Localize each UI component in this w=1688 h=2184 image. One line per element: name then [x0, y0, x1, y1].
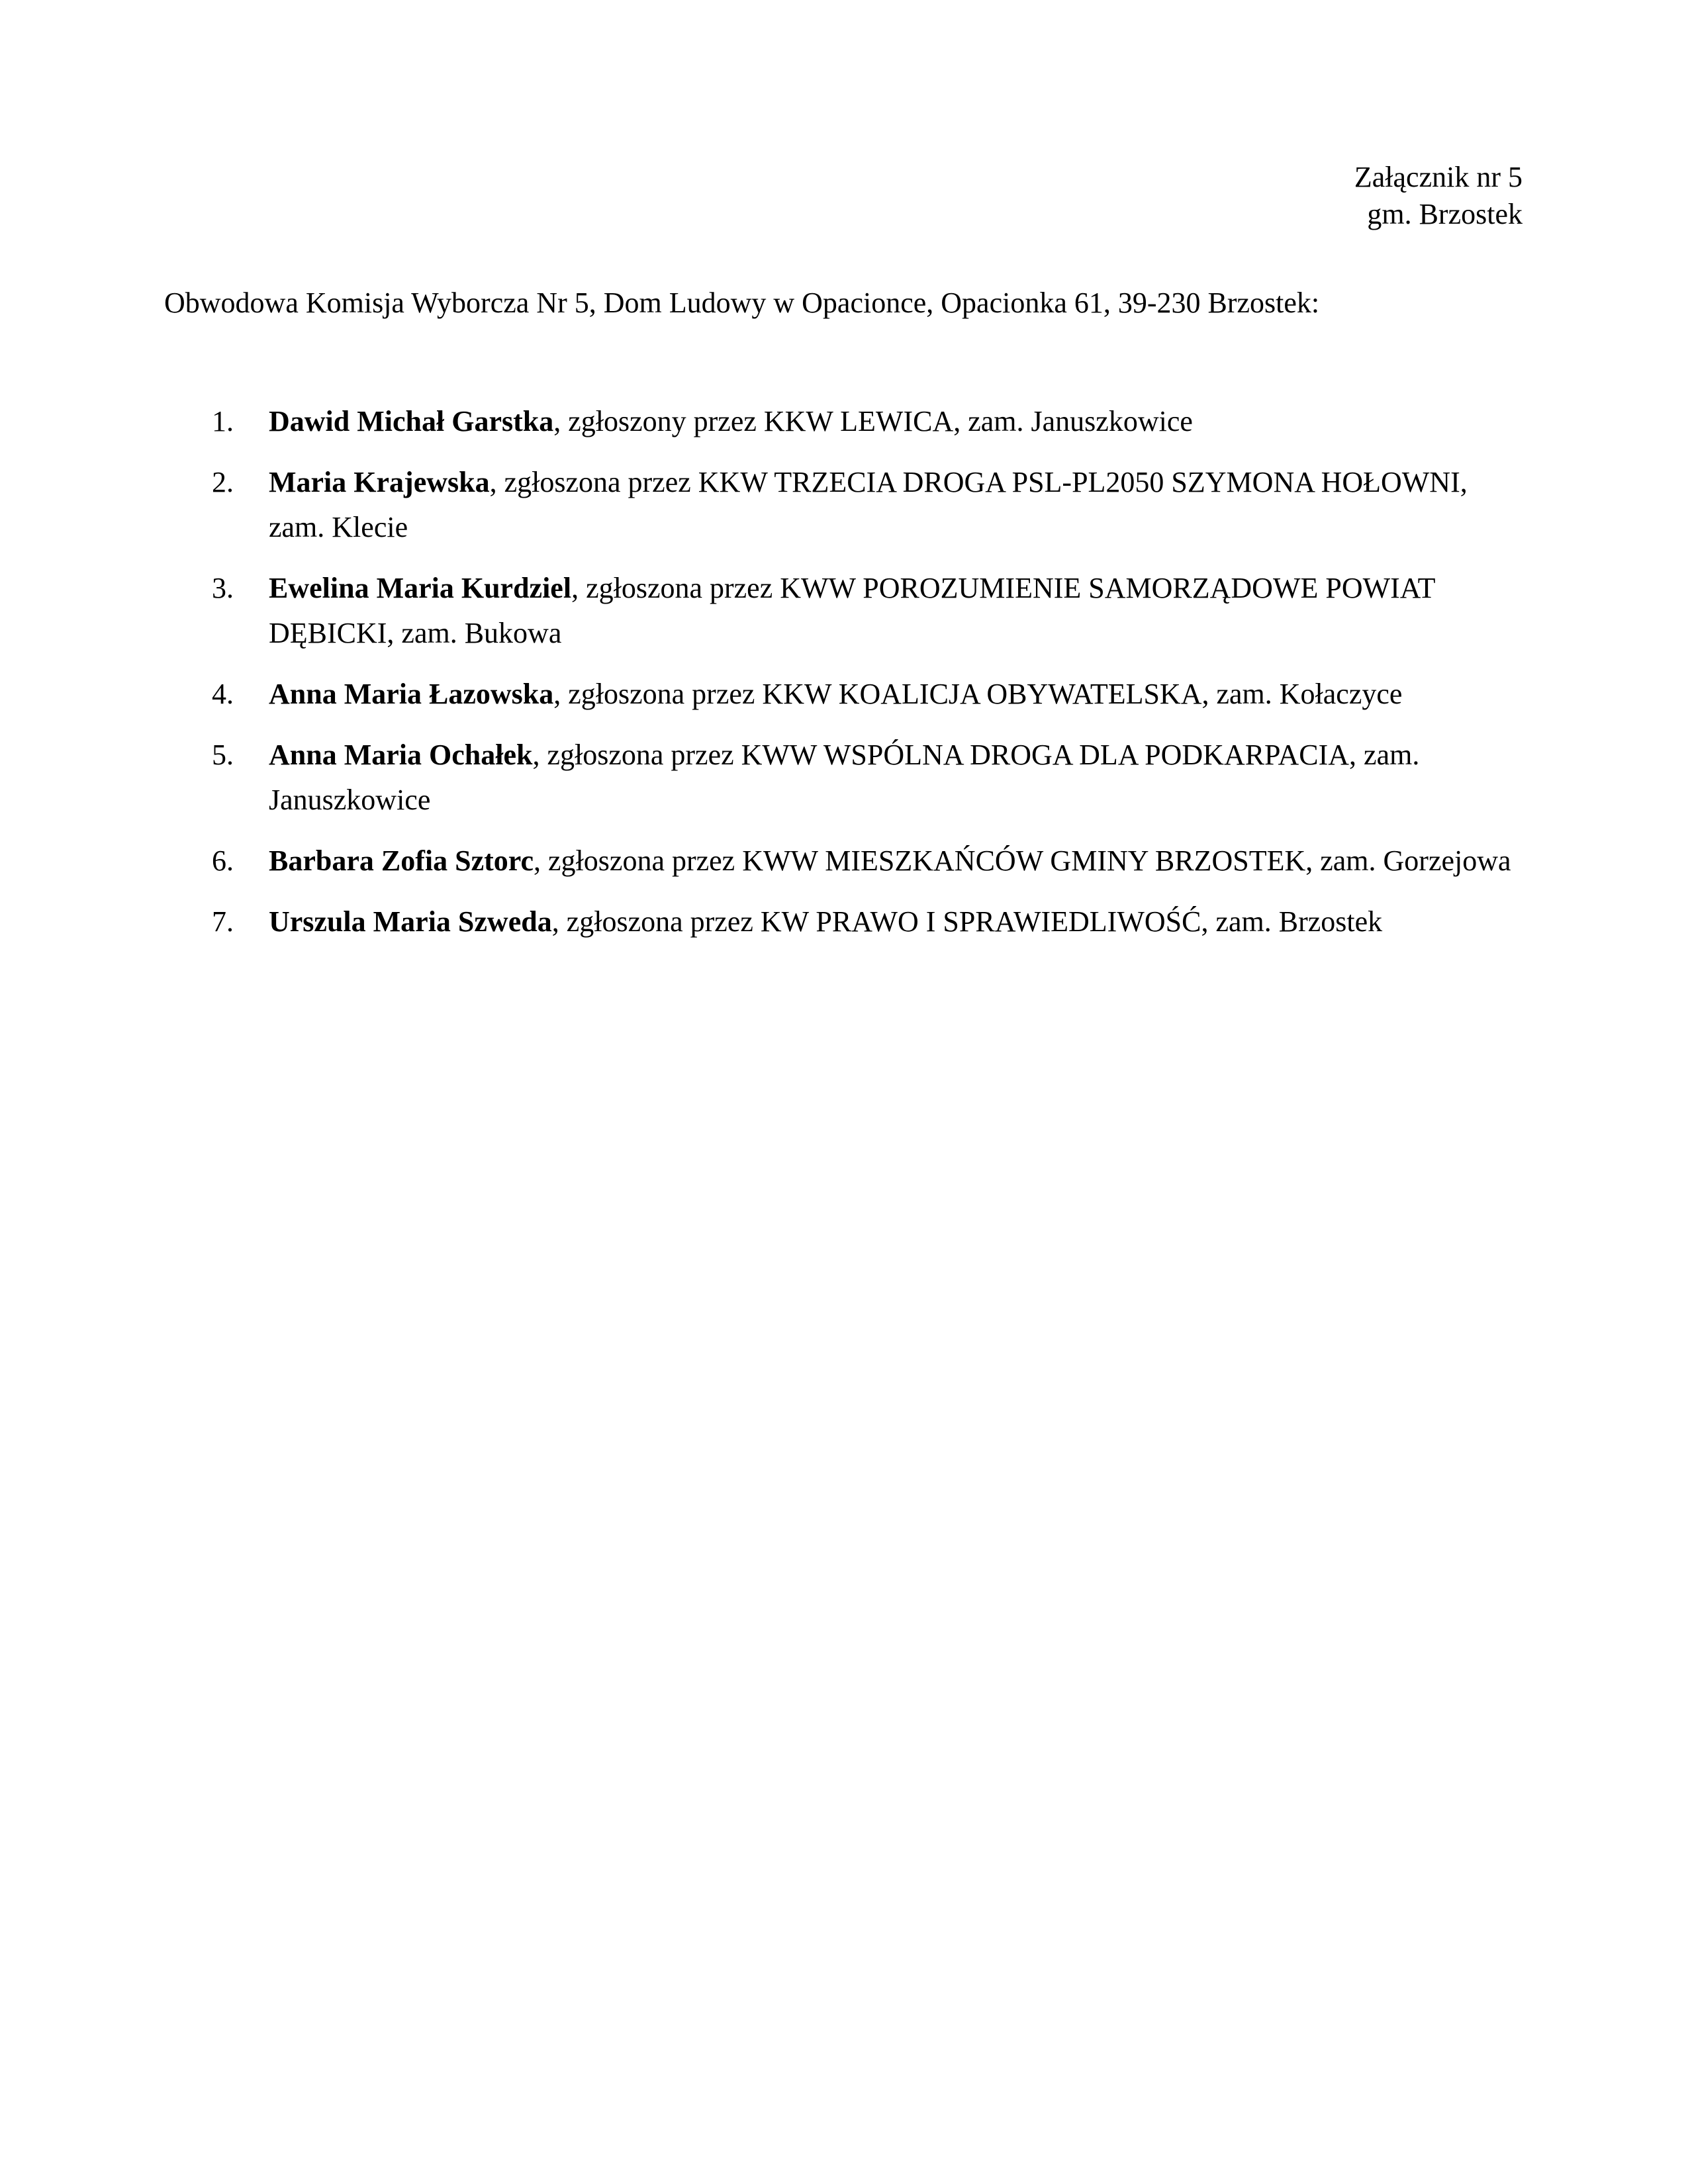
member-number: 5. [212, 739, 234, 771]
member-item [212, 399, 1523, 444]
members-list [212, 399, 1523, 960]
member-details: , zgłoszona przez KW PRAWO I SPRAWIEDLIWOŚĆ, zam. Brzostek [551, 905, 1383, 938]
member-name: Anna Maria Łazowska [269, 678, 554, 710]
member-details: , zgłoszona przez KWW WSPÓLNA DROGA DLA PODKARPACIA, zam. Januszkowice [269, 739, 1420, 816]
member-number: 1. [212, 405, 234, 437]
member-item [212, 460, 1523, 550]
member-number: 3. [212, 572, 234, 604]
commission-heading: Obwodowa Komisja Wyborcza Nr 5, Dom Ludowy w Opacionce, Opacionka 61, 39-230 Brzostek: [164, 287, 1320, 319]
member-item [212, 672, 1523, 717]
member-number: 2. [212, 466, 234, 498]
annex-label: Załącznik nr 5 [1354, 161, 1523, 193]
member-details: , zgłoszona przez KKW KOALICJA OBYWATELSKA, zam. Kołaczyce [553, 678, 1403, 710]
member-item [212, 839, 1523, 884]
member-details: , zgłoszony przez KKW LEWICA, zam. Januszkowice [553, 405, 1193, 437]
member-details: , zgłoszona przez KKW TRZECIA DROGA PSL-PL2050 SZYMONA HOŁOWNI, zam. Klecie [269, 466, 1468, 543]
member-number: 7. [212, 905, 234, 938]
document-header [1354, 159, 1523, 233]
member-item [212, 899, 1523, 944]
member-details: , zgłoszona przez KWW MIESZKAŃCÓW GMINY BRZOSTEK, zam. Gorzejowa [534, 844, 1511, 877]
member-name: Maria Krajewska [269, 466, 490, 498]
member-number: 4. [212, 678, 234, 710]
member-name: Ewelina Maria Kurdziel [269, 572, 572, 604]
member-item [212, 733, 1523, 823]
member-name: Anna Maria Ochałek [269, 739, 533, 771]
member-name: Urszula Maria Szweda [269, 905, 552, 938]
member-name: Dawid Michał Garstka [269, 405, 554, 437]
member-item [212, 566, 1523, 656]
member-number: 6. [212, 844, 234, 877]
municipality-label: gm. Brzostek [1367, 198, 1523, 230]
member-name: Barbara Zofia Sztorc [269, 844, 534, 877]
member-details: , zgłoszona przez KWW POROZUMIENIE SAMORZĄDOWE POWIAT DĘBICKI, zam. Bukowa [269, 572, 1435, 649]
